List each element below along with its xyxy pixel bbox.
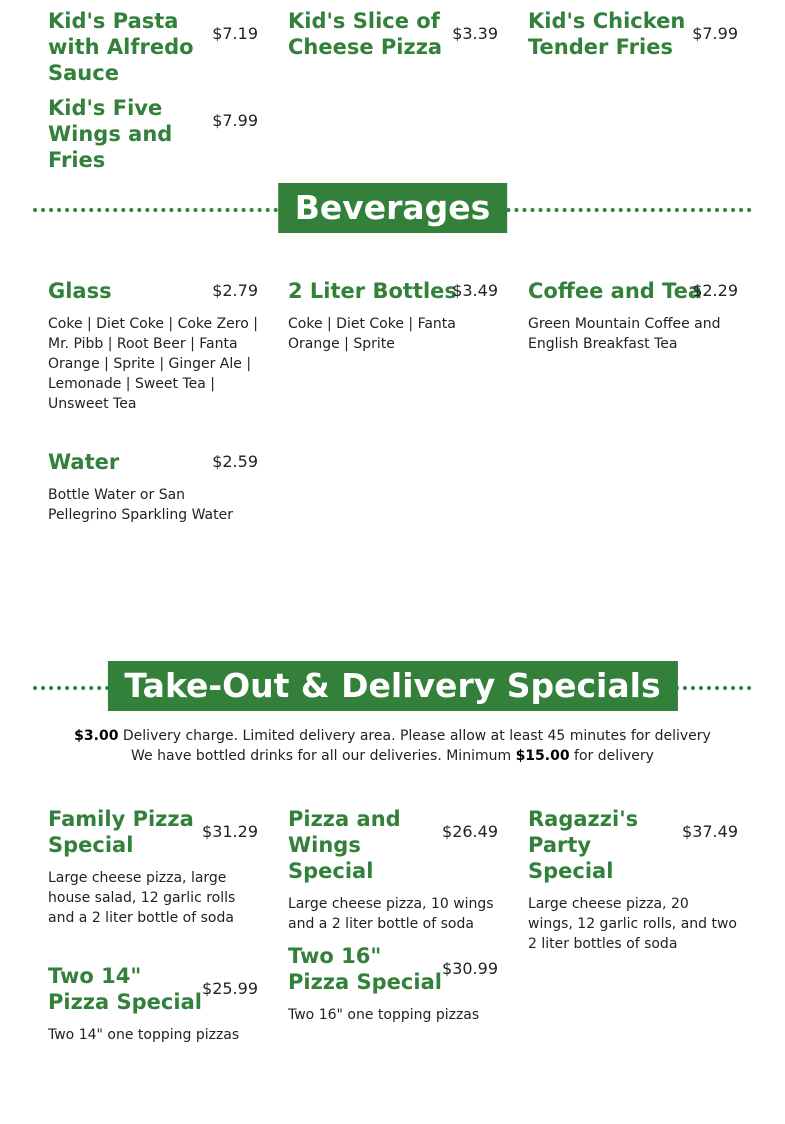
menu-item — [48, 8, 258, 86]
item-name: Ragazzi's Party Special — [528, 807, 639, 883]
menu-item — [48, 278, 258, 414]
menu-item — [288, 806, 498, 934]
menu-item — [288, 278, 498, 354]
item-price: $37.49 — [682, 822, 738, 841]
section-title: Take-Out & Delivery Specials — [107, 661, 677, 711]
menu-item — [528, 8, 738, 60]
notice-text: for delivery — [569, 748, 654, 764]
item-price: $7.99 — [692, 24, 738, 43]
item-description: Green Mountain Coffee and English Breakfast Tea — [528, 316, 721, 352]
notice-line-1 — [0, 726, 785, 746]
item-price: $2.29 — [692, 281, 738, 300]
menu-item — [48, 449, 258, 525]
item-price: $30.99 — [442, 959, 498, 978]
delivery-notice — [0, 726, 785, 766]
item-price: $2.59 — [212, 452, 258, 471]
item-name: Coffee and Tea — [528, 279, 703, 303]
menu-item — [48, 806, 258, 928]
notice-text: We have bottled drinks for all our deliveries. Minimum — [131, 748, 516, 764]
notice-text: Delivery charge. Limited delivery area. Please allow at least 45 minutes for delivery — [118, 728, 711, 744]
item-name: Two 14" Pizza Special — [48, 964, 202, 1014]
delivery-fee: $3.00 — [74, 728, 119, 744]
item-description: Large cheese pizza, 10 wings and a 2 liter bottle of soda — [288, 896, 494, 932]
item-price: $26.49 — [442, 822, 498, 841]
item-description: Coke | Diet Coke | Fanta Orange | Sprite — [288, 316, 456, 352]
item-price: $3.39 — [452, 24, 498, 43]
section-header-specials — [0, 661, 785, 711]
notice-line-2 — [0, 746, 785, 766]
item-price: $31.29 — [202, 822, 258, 841]
item-price: $7.19 — [212, 24, 258, 43]
menu-item — [48, 95, 258, 173]
section-title: Beverages — [278, 183, 508, 233]
item-description: Coke | Diet Coke | Coke Zero | Mr. Pibb | Root Beer | Fanta Orange | Sprite | Ginger Ale | Lemonade | Sweet Tea | Unsweet Tea — [48, 316, 258, 412]
delivery-minimum: $15.00 — [515, 748, 570, 764]
item-name: Kid's Chicken Tender Fries — [528, 9, 686, 59]
menu-item — [288, 943, 498, 1025]
item-price: $3.49 — [452, 281, 498, 300]
item-description: Large cheese pizza, 20 wings, 12 garlic rolls, and two 2 liter bottles of soda — [528, 896, 737, 952]
item-description: Bottle Water or San Pellegrino Sparkling Water — [48, 487, 233, 523]
item-price: $25.99 — [202, 979, 258, 998]
item-name: Kid's Slice of Cheese Pizza — [288, 9, 443, 59]
menu-item — [528, 806, 738, 954]
menu-item — [288, 8, 498, 60]
item-price: $7.99 — [212, 111, 258, 130]
item-name: 2 Liter Bottles — [288, 279, 457, 303]
item-description: Two 14" one topping pizzas — [48, 1027, 240, 1043]
menu-item — [48, 963, 258, 1045]
item-description: Two 16" one topping pizzas — [288, 1007, 480, 1023]
item-name: Family Pizza Special — [48, 807, 194, 857]
item-price: $2.79 — [212, 281, 258, 300]
item-name: Kid's Five Wings and Fries — [48, 96, 173, 172]
item-name: Pizza and Wings Special — [288, 807, 401, 883]
item-name: Two 16" Pizza Special — [288, 944, 442, 994]
item-name: Kid's Pasta with Alfredo Sauce — [48, 9, 194, 85]
item-description: Large cheese pizza, large house salad, 12 garlic rolls and a 2 liter bottle of soda — [48, 870, 236, 926]
item-name: Glass — [48, 279, 112, 303]
item-name: Water — [48, 450, 120, 474]
menu-item — [528, 278, 738, 354]
section-header-beverages — [0, 183, 785, 233]
